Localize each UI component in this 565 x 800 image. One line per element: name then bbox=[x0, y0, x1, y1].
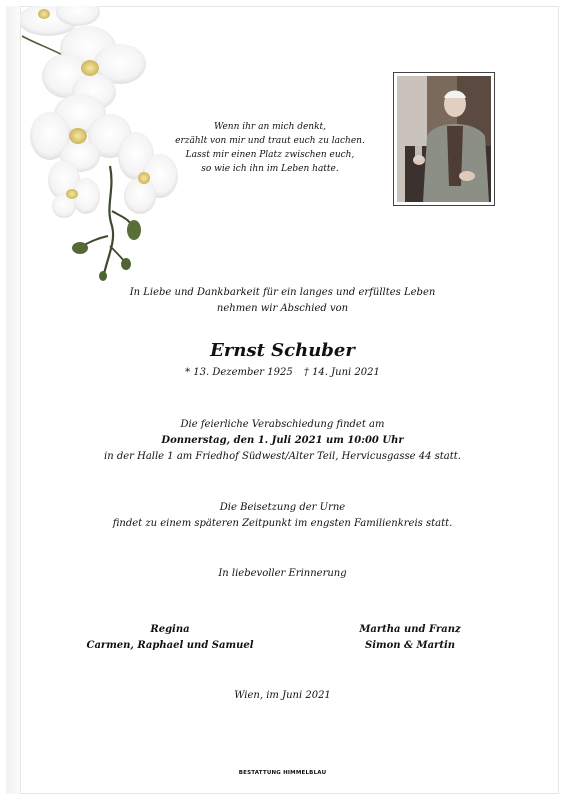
portrait-frame bbox=[393, 72, 495, 206]
family-right bbox=[300, 622, 520, 654]
birth-date: * 13. Dezember 1925 bbox=[185, 367, 293, 378]
family-name: Regina bbox=[150, 624, 190, 635]
family-name: Carmen, Raphael und Samuel bbox=[86, 640, 254, 651]
intro-line: nehmen wir Abschied von bbox=[216, 303, 349, 314]
ceremony-info bbox=[60, 417, 505, 465]
death-date: † 14. Juni 2021 bbox=[303, 367, 380, 378]
poem-line: Wenn ihr an mich denkt, bbox=[213, 122, 327, 132]
family-name: Martha und Franz bbox=[359, 624, 461, 635]
poem-line: so wie ich ihn im Leben hatte. bbox=[201, 164, 339, 174]
portrait-photo-icon bbox=[397, 76, 491, 202]
family-left bbox=[60, 622, 280, 654]
memory-line: In liebevoller Erinnerung bbox=[218, 568, 347, 579]
ceremony-datetime: Donnerstag, den 1. Juli 2021 um 10:00 Uhr bbox=[161, 435, 404, 446]
burial-line: Die Beisetzung der Urne bbox=[219, 502, 346, 513]
poem-line: Lasst mir einen Platz zwischen euch, bbox=[185, 150, 355, 160]
ceremony-location: in der Halle 1 am Friedhof Südwest/Alter Teil, Hervicusgasse 44 statt. bbox=[104, 451, 461, 462]
deceased-name: Ernst Schuber bbox=[210, 340, 355, 361]
life-dates bbox=[80, 367, 485, 378]
burial-line: findet zu einem späteren Zeitpunkt im engsten Familienkreis statt. bbox=[112, 518, 453, 529]
poem bbox=[150, 120, 390, 176]
intro-line: In Liebe und Dankbarkeit für ein langes und erfülltes Leben bbox=[129, 287, 436, 298]
undertaker-name: BESTATTUNG HIMMELBLAU bbox=[238, 770, 327, 776]
left-margin-band bbox=[6, 6, 20, 794]
ceremony-line: Die feierliche Verabschiedung findet am bbox=[180, 419, 385, 430]
place-date: Wien, im Juni 2021 bbox=[234, 690, 331, 701]
burial-info bbox=[60, 500, 505, 532]
family-name: Simon & Martin bbox=[364, 640, 456, 651]
intro-text bbox=[80, 285, 485, 317]
poem-line: erzählt von mir und traut euch zu lachen. bbox=[175, 136, 365, 146]
